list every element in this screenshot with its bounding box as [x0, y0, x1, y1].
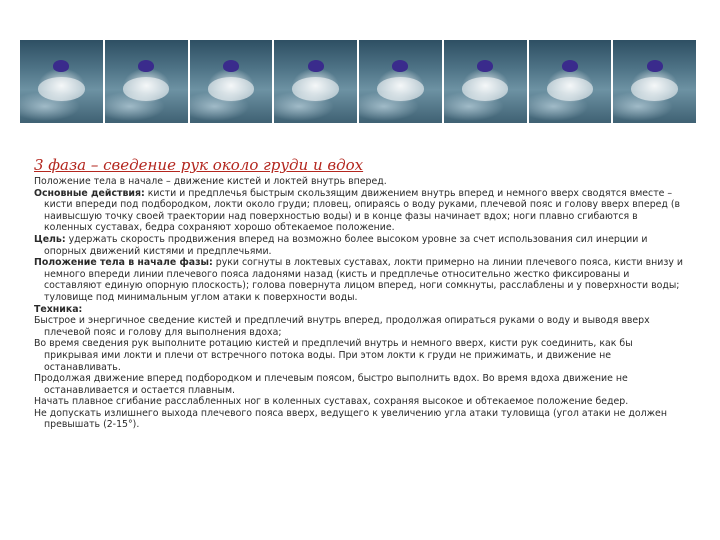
water-splash — [631, 77, 677, 100]
main-actions-text: кисти и предплечья быстрым скользящим движением внутрь вперед и немного вверх сводятся вместе – кисти впереди под подбородком, локти около груди; пловец, опираясь о воду руками, плечевой пояс и голову вверх вперед (в наивысшую точку своей траектории над поверхностью воды) и в конце фазы начинает вдох; ноги плавно сгибаются в коленных суставах, бедра сохраняют хорошо обтекаемое положение. — [44, 187, 681, 234]
photo-frame-8 — [613, 40, 696, 123]
swimmer-head — [392, 60, 408, 72]
swimmer-head — [223, 60, 239, 72]
phase-title: 3 фаза – сведение рук около груди и вдох — [34, 156, 364, 174]
photo-frame-4 — [274, 40, 357, 123]
water-splash — [208, 77, 254, 100]
main-actions-label: Основные действия: — [34, 187, 145, 199]
technique-item: Не допускать излишнего выхода плечевого пояса вверх, ведущего к увеличению угла атаки туловища (угол атаки не должен превышать (2-15°). — [34, 407, 667, 431]
water-splash — [547, 77, 593, 100]
swimmer-head — [138, 60, 154, 72]
photo-frame-5 — [359, 40, 442, 123]
water-splash — [292, 77, 338, 100]
goal-text: удержать скорость продвижения вперед на возможно более высоком уровне за счет использования сил инерции и опорных движений кистями и предплечьями. — [44, 233, 648, 257]
technique-item: Начать плавное сгибание расслабленных ног в коленных суставах, сохраняя высокое и обтекаемое положение бедер. — [34, 396, 629, 408]
photo-frame-7 — [529, 40, 612, 123]
goal-paragraph — [34, 234, 684, 257]
technique-item: Продолжая движение вперед подбородком и плечевым поясом, быстро выполнить вдох. Во время вдоха движение не останавливается и остается плавным. — [34, 373, 628, 396]
intro-text: Положение тела в начале – движение кистей и локтей внутрь вперед. — [34, 176, 387, 187]
technique-item: Быстрое и энергичное сведение кистей и предплечий внутрь вперед, продолжая опираться руками о воду и выводя вверх плечевой пояс и голову для выполнения вдоха; — [34, 315, 650, 338]
swimmer-head — [647, 60, 663, 72]
swimmer-head — [477, 60, 493, 72]
swimming-photo-sequence — [20, 40, 696, 123]
water-splash — [38, 77, 84, 100]
goal-label: Цель: — [34, 233, 66, 245]
swimmer-head — [53, 60, 69, 72]
photo-frame-3 — [190, 40, 273, 123]
photo-frame-1 — [20, 40, 103, 123]
technique-heading: Техника: — [34, 303, 83, 315]
end-position-paragraph — [34, 257, 684, 303]
water-splash — [462, 77, 508, 100]
phase-description — [34, 156, 684, 431]
photo-frame-6 — [444, 40, 527, 123]
main-actions-paragraph — [34, 188, 684, 234]
water-splash — [123, 77, 169, 100]
technique-item: Во время сведения рук выполните ротацию кистей и предплечий внутрь и немного вверх, кисти рук соединить, как бы прикрывая ими локти и плечи от встречного потока воды. При этом локти к груди не прижимать, и движение не останавливать. — [34, 338, 633, 373]
end-position-label: Положение тела в начале фазы: — [34, 257, 213, 269]
end-position-text: руки согнуты в локтевых суставах, локти примерно на линии плечевого пояса, кисти внизу и немного впереди линии плечевого пояса ладонями назад (кисть и предплечье относительно жестко фиксированы и составляют единую опорную плоскость); голова повернута лицом вперед, ноги сомкнуты, расслаблены и у поверхности воды; туловище под минимальным углом атаки к поверхности воды. — [44, 257, 683, 303]
swimmer-head — [562, 60, 578, 72]
water-splash — [377, 77, 423, 100]
photo-frame-2 — [105, 40, 188, 123]
swimmer-head — [308, 60, 324, 72]
